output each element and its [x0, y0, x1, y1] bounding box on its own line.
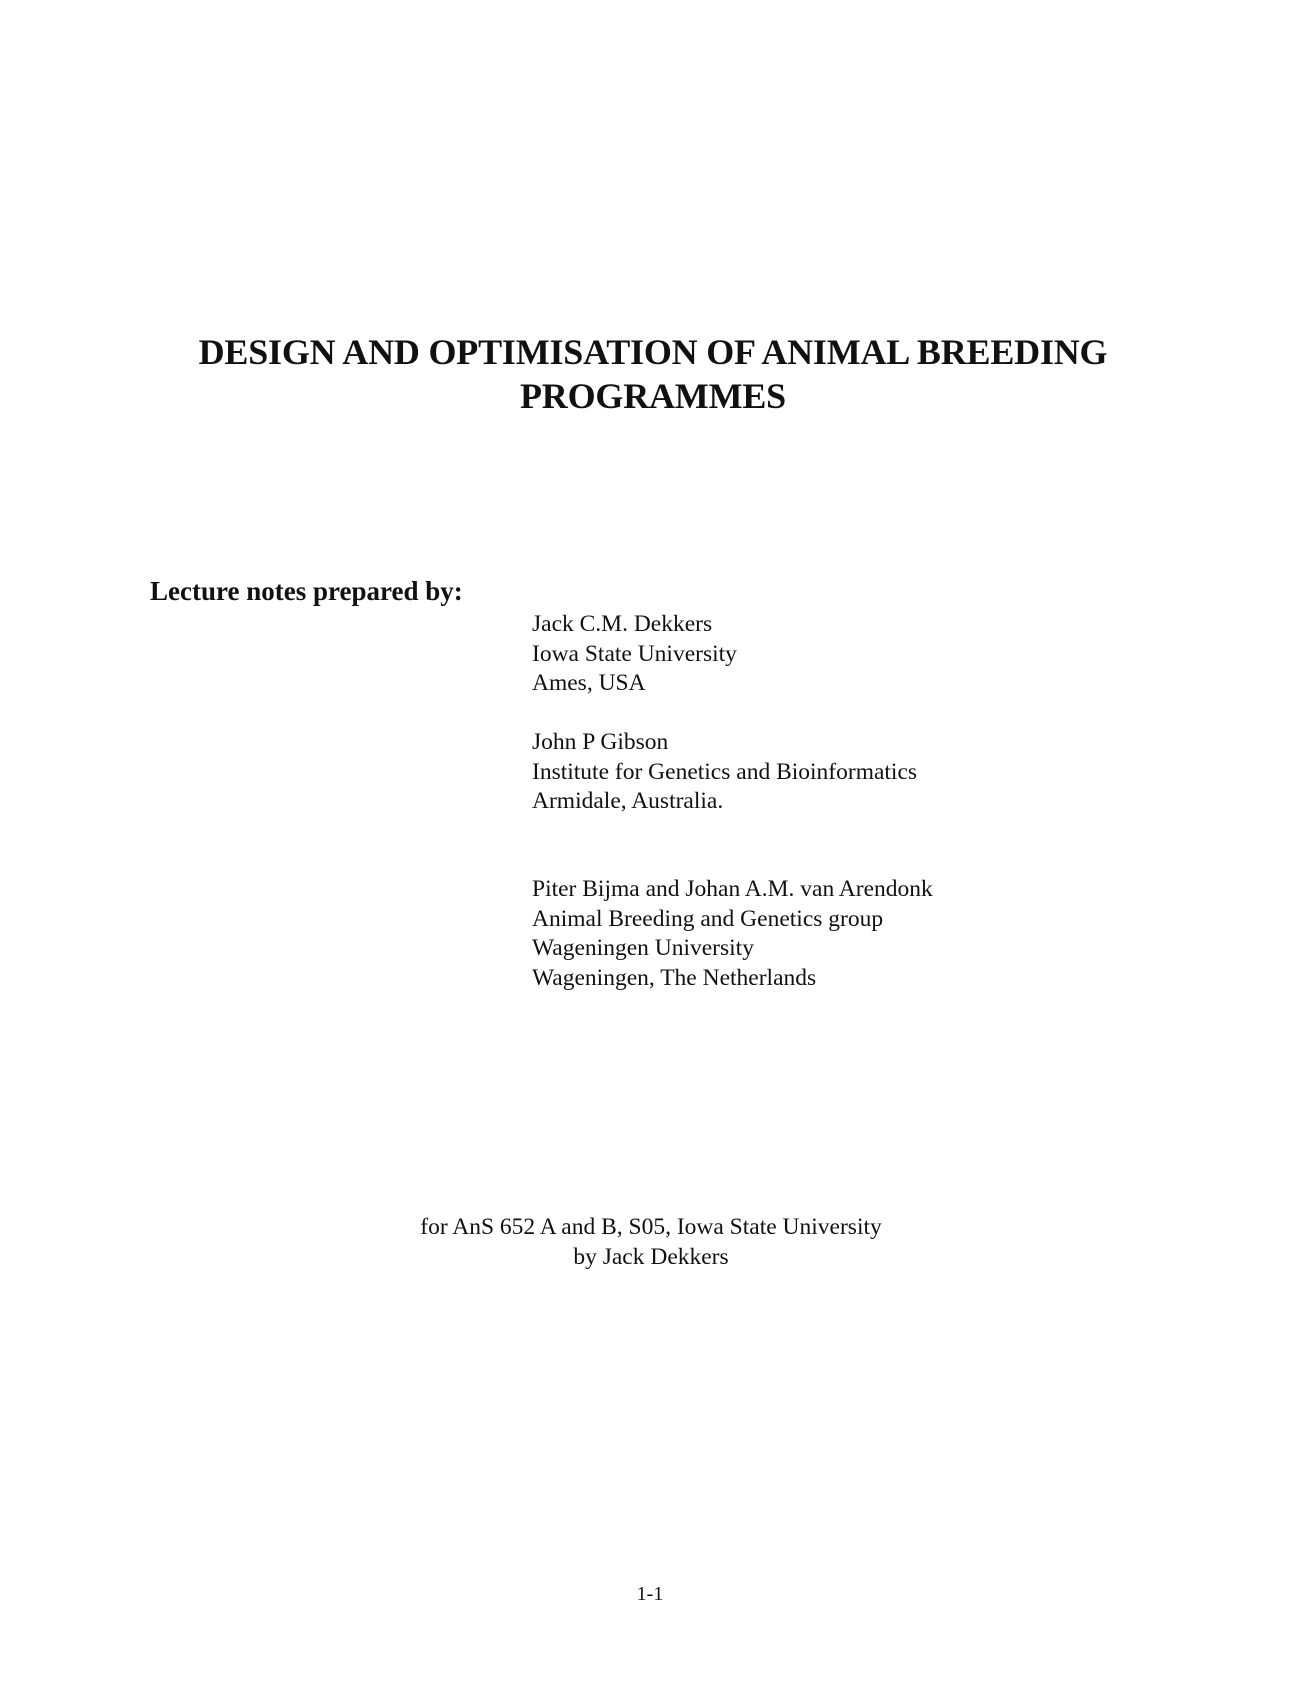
- author-name: Piter Bijma and Johan A.M. van Arendonk: [532, 876, 933, 902]
- course-line-1: for AnS 652 A and B, S05, Iowa State University: [420, 1214, 882, 1240]
- author-block-dekkers: [532, 610, 737, 699]
- author-affiliation: Wageningen University: [532, 935, 754, 961]
- author-affiliation: Iowa State University: [532, 640, 737, 667]
- author-location: Wageningen, The Netherlands: [532, 964, 817, 991]
- author-block-gibson: [532, 728, 917, 817]
- author-location: Armidale, Australia.: [532, 788, 724, 814]
- author-group: Animal Breeding and Genetics group: [532, 905, 884, 932]
- author-name: John P Gibson: [532, 729, 669, 755]
- page-number-text: 1-1: [636, 1583, 664, 1605]
- author-block-bijma-arendonk: [532, 875, 933, 993]
- page-number: [0, 1582, 1306, 1606]
- document-title: [0, 330, 1306, 418]
- author-name: Jack C.M. Dekkers: [532, 611, 713, 637]
- title-line-2: PROGRAMMES: [520, 376, 786, 416]
- course-line-2: by Jack Dekkers: [573, 1244, 729, 1270]
- prepared-by-label: Lecture notes prepared by:: [150, 576, 463, 606]
- title-line-1: DESIGN AND OPTIMISATION OF ANIMAL BREEDING: [198, 332, 1108, 372]
- author-affiliation: Institute for Genetics and Bioinformatics: [532, 758, 918, 785]
- author-location: Ames, USA: [532, 670, 646, 696]
